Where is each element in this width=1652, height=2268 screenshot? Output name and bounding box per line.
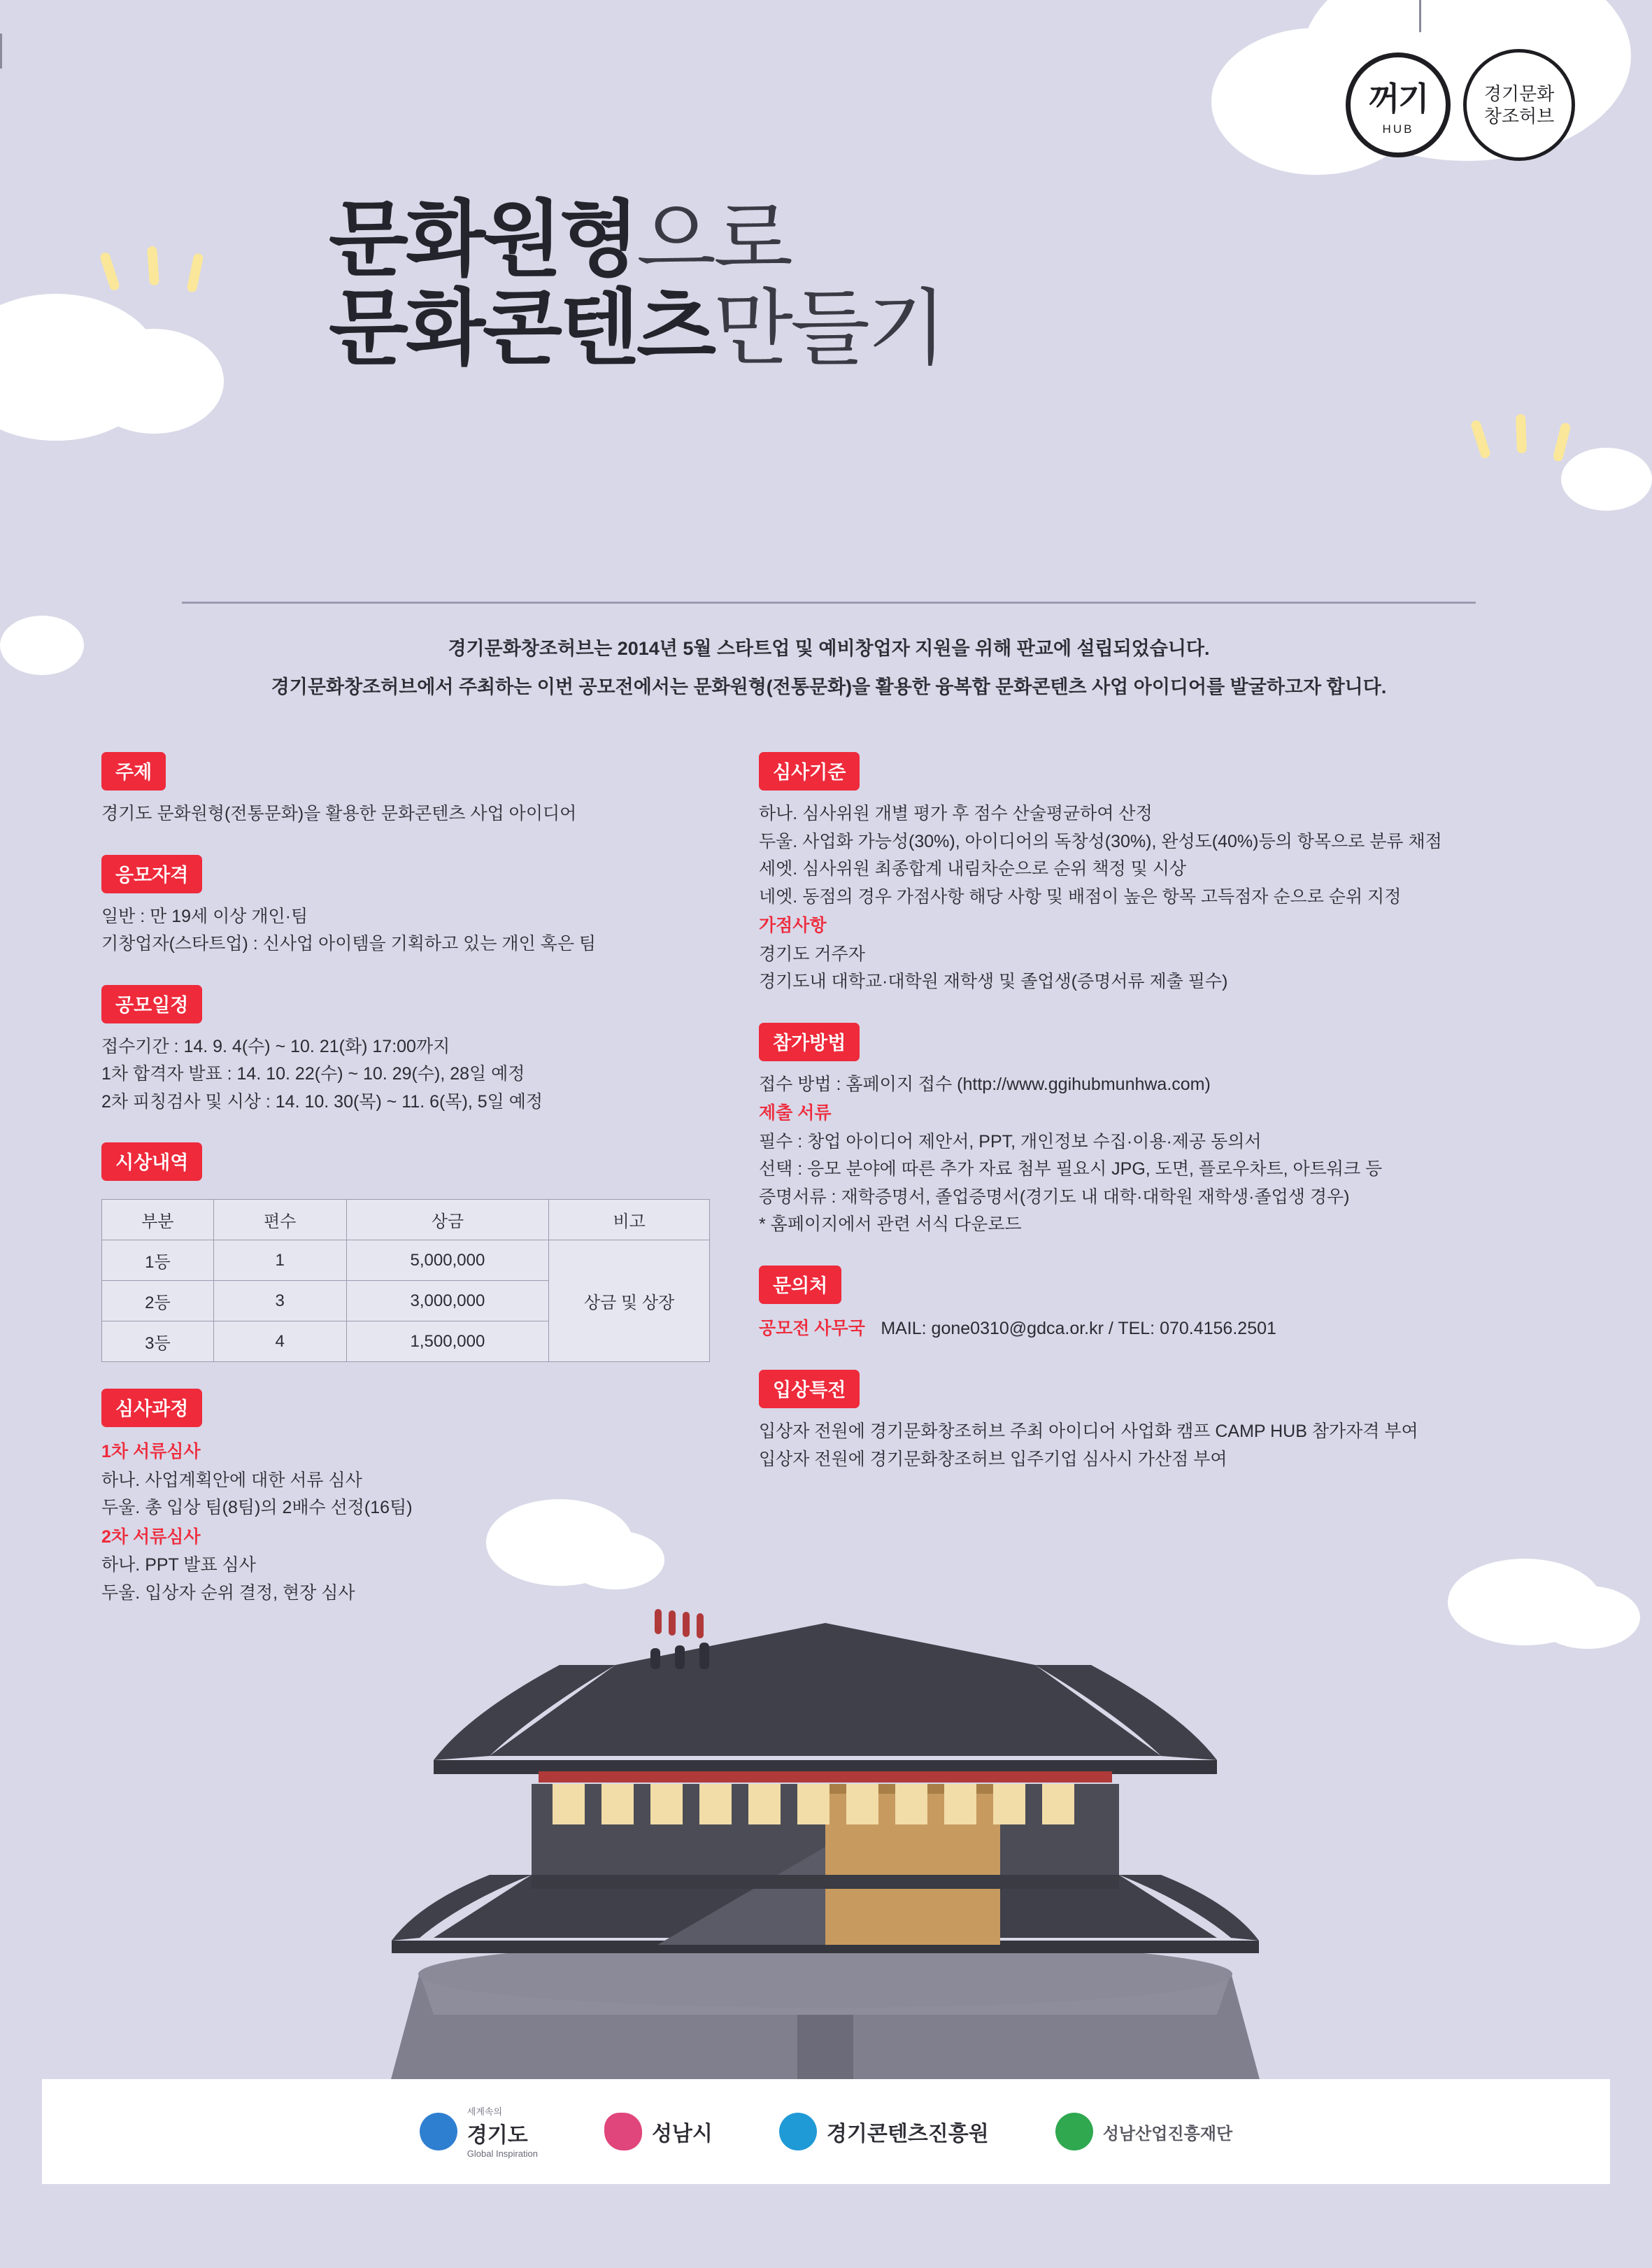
- section-criteria-sub-line-1: 경기도 거주자: [759, 944, 865, 964]
- section-qualification-line-2: 기창업자(스타트업) : 신사업 아이템을 기획하고 있는 개인 혹은 팀: [101, 934, 597, 954]
- crop-mark: [1419, 0, 1421, 32]
- footer-logo-snip: [1055, 2113, 1232, 2150]
- table-header-cell: 비고: [549, 1200, 710, 1240]
- table-cell-count: 1: [213, 1240, 346, 1281]
- table-header-cell: 상금: [346, 1200, 549, 1240]
- table-cell-count: 4: [213, 1321, 346, 1362]
- section-topic-tag: 주제: [101, 752, 166, 791]
- gca-logo-icon: [779, 2113, 817, 2150]
- ggihub-logo-icon: [1463, 49, 1575, 161]
- table-header-row: [102, 1200, 710, 1240]
- footer-sponsor-bar: [42, 2079, 1610, 2184]
- section-qualification-line-1: 일반 : 만 19세 이상 개인·팀: [101, 906, 308, 926]
- footer-logo-gyeonggi: [420, 2104, 538, 2159]
- table-header-cell: 편수: [213, 1200, 346, 1240]
- spark-decoration: [1516, 414, 1527, 453]
- table-cell-rank: 3등: [102, 1321, 214, 1362]
- section-prize: [101, 1142, 801, 1362]
- footer-logo-sub: Global Inspiration: [467, 2148, 538, 2159]
- brand-logo-group: [1346, 49, 1575, 161]
- section-prize-tag: 시상내역: [101, 1142, 202, 1181]
- footer-logo-name: 경기콘텐츠진흥원: [826, 2122, 989, 2146]
- section-howto-sub-line-2: 선택 : 응모 분야에 따른 추가 자료 첨부 필요시 JPG, 도면, 플로우차트, 아트워크 등: [759, 1159, 1383, 1179]
- cloud-decoration: [84, 329, 224, 434]
- footer-logo-name: 성남시: [651, 2122, 713, 2146]
- section-contact-tag: 문의처: [759, 1266, 841, 1304]
- section-criteria: [759, 752, 1563, 996]
- table-row: [102, 1240, 710, 1281]
- section-criteria-line-2: 두울. 사업화 가능성(30%), 아이디어의 독창성(30%), 완성도(40%)등의 항목으로 분류 채점: [759, 831, 1442, 851]
- section-criteria-tag: 심사기준: [759, 752, 860, 791]
- spark-decoration: [147, 246, 159, 286]
- section-schedule-line-1: 접수기간 : 14. 9. 4(수) ~ 10. 21(화) 17:00까지: [101, 1036, 450, 1056]
- title-line-2-light: 만들기: [713, 283, 944, 376]
- section-process-sub1-line-1: 하나. 사업계획안에 대한 서류 심사: [101, 1470, 362, 1490]
- section-process-sub2-line-2: 두울. 입상자 순위 결정, 현장 심사: [101, 1582, 355, 1603]
- title-line-2: [329, 285, 944, 374]
- hub-logo-mark: 꺼기: [1368, 80, 1428, 117]
- table-cell-rank: 1등: [102, 1240, 214, 1281]
- table-cell-amount: 1,500,000: [346, 1321, 549, 1362]
- section-process-sub2-line-1: 하나. PPT 발표 심사: [101, 1555, 256, 1575]
- table-cell-rank: 2등: [102, 1281, 214, 1321]
- intro-block: [182, 602, 1476, 710]
- footer-logo-seongnam: [604, 2113, 713, 2150]
- hub-logo-icon: [1346, 52, 1451, 157]
- section-howto-sub-line-3: 증명서류 : 재학증명서, 졸업증명서(경기도 내 대학·대학원 재학생·졸업생 경우): [759, 1186, 1350, 1207]
- footer-logo-name: 성남산업진흥재단: [1102, 2124, 1233, 2143]
- footer-logo-label: [467, 2104, 538, 2159]
- section-benefit-tag: 입상특전: [759, 1370, 860, 1408]
- intro-paragraph-2: 경기문화창조허브에서 주최하는 이번 공모전에서는 문화원형(전통문화)을 활용한 융복합 문화콘텐츠 사업 아이디어를 발굴하고자 합니다.: [271, 676, 1387, 697]
- section-schedule-line-2: 1차 합격자 발표 : 14. 10. 22(수) ~ 10. 29(수), 28일 예정: [101, 1064, 525, 1084]
- spark-decoration: [99, 251, 121, 292]
- table-cell-count: 3: [213, 1281, 346, 1321]
- section-qualification-tag: 응모자격: [101, 855, 202, 893]
- snip-logo-icon: [1055, 2113, 1093, 2150]
- ggihub-logo-line1: 경기문화: [1483, 83, 1555, 104]
- spark-decoration: [1470, 419, 1492, 460]
- hub-logo-text: HUB: [1382, 122, 1414, 136]
- section-criteria-sub-line-2: 경기도내 대학교·대학원 재학생 및 졸업생(증명서류 제출 필수): [759, 972, 1228, 991]
- section-process-tag: 심사과정: [101, 1389, 202, 1427]
- cloud-decoration: [0, 616, 84, 675]
- contact-office-label: 공모전 사무국: [759, 1318, 865, 1338]
- section-schedule-line-3: 2차 피칭검사 및 시상 : 14. 10. 30(목) ~ 11. 6(목), 5일 예정: [101, 1091, 543, 1112]
- section-howto-tag: 참가방법: [759, 1023, 860, 1061]
- section-howto-sub-line-4: * 홈페이지에서 관련 서식 다운로드: [759, 1214, 1022, 1234]
- section-topic-line-1: 경기도 문화원형(전통문화)을 활용한 문화콘텐츠 사업 아이디어: [101, 804, 577, 823]
- section-criteria-line-4: 네엣. 동점의 경우 가점사항 해당 사항 및 배점이 높은 항목 고득점자 순으로 순위 지정: [759, 886, 1402, 907]
- page-title: [329, 196, 944, 374]
- title-line-1: [329, 196, 944, 285]
- section-criteria-line-1: 하나. 심사위원 개별 평가 후 점수 산술평균하여 산정: [759, 804, 1153, 823]
- section-contact: [759, 1266, 1563, 1344]
- table-cell-amount: 3,000,000: [346, 1281, 549, 1321]
- prize-table: [101, 1199, 710, 1362]
- section-howto-submit-url[interactable]: 접수 방법 : 홈페이지 접수 (http://www.ggihubmunhwa.com): [759, 1074, 1211, 1094]
- title-line-1-bold: 문화원형: [329, 194, 636, 286]
- gyeonggi-logo-icon: [420, 2113, 457, 2150]
- contact-detail[interactable]: MAIL: gone0310@gdca.or.kr / TEL: 070.4156.2501: [881, 1318, 1276, 1338]
- spark-decoration: [186, 253, 204, 293]
- crop-mark: [0, 34, 2, 69]
- contact-row: [759, 1314, 1563, 1344]
- section-howto-sub-line-1: 필수 : 창업 아이디어 제안서, PPT, 개인정보 수집·이용·제공 동의서: [759, 1131, 1262, 1151]
- section-process-sub-2: 2차 서류심사: [101, 1526, 201, 1547]
- section-howto-sub: 제출 서류: [759, 1103, 832, 1123]
- section-benefit-line-1: 입상자 전원에 경기문화창조허브 주최 아이디어 사업화 캠프 CAMP HUB 참가자격 부여: [759, 1422, 1418, 1441]
- section-howto: [759, 1023, 1563, 1239]
- footer-logo-gca: [779, 2113, 989, 2150]
- section-qualification: [101, 855, 801, 958]
- intro-paragraph-1: 경기문화창조허브는 2014년 5월 스타트업 및 예비창업자 지원을 위해 판교에 설립되었습니다.: [448, 638, 1210, 659]
- footer-logo-name: 경기도: [467, 2124, 528, 2147]
- footer-logo-pre: 세계속의: [467, 2106, 502, 2117]
- title-line-2-bold: 문화콘텐츠: [329, 283, 713, 376]
- section-process-sub1-line-2: 두울. 총 입상 팀(8팀)의 2배수 선정(16팀): [101, 1498, 413, 1517]
- title-line-1-light: 으로: [636, 194, 790, 286]
- cloud-decoration: [1561, 448, 1652, 511]
- section-topic: [101, 752, 801, 828]
- table-cell-note: 상금 및 상장: [549, 1240, 710, 1362]
- section-criteria-sub: 가점사항: [759, 916, 827, 935]
- palace-illustration: [0, 1455, 1652, 2155]
- section-schedule: [101, 985, 801, 1117]
- section-process-sub-1: 1차 서류심사: [101, 1442, 201, 1461]
- table-header-cell: 부분: [102, 1200, 214, 1240]
- table-cell-amount: 5,000,000: [346, 1240, 549, 1281]
- section-criteria-line-3: 세엣. 심사위원 최종합계 내림차순으로 순위 책정 및 시상: [759, 859, 1187, 879]
- right-column: [759, 752, 1563, 1500]
- section-schedule-tag: 공모일정: [101, 985, 202, 1023]
- section-benefit-line-2: 입상자 전원에 경기문화창조허브 입주기업 심사시 가산점 부여: [759, 1449, 1227, 1469]
- spark-decoration: [1552, 422, 1571, 462]
- ggihub-logo-line2: 창조허브: [1483, 106, 1555, 127]
- seongnam-logo-icon: [604, 2113, 642, 2150]
